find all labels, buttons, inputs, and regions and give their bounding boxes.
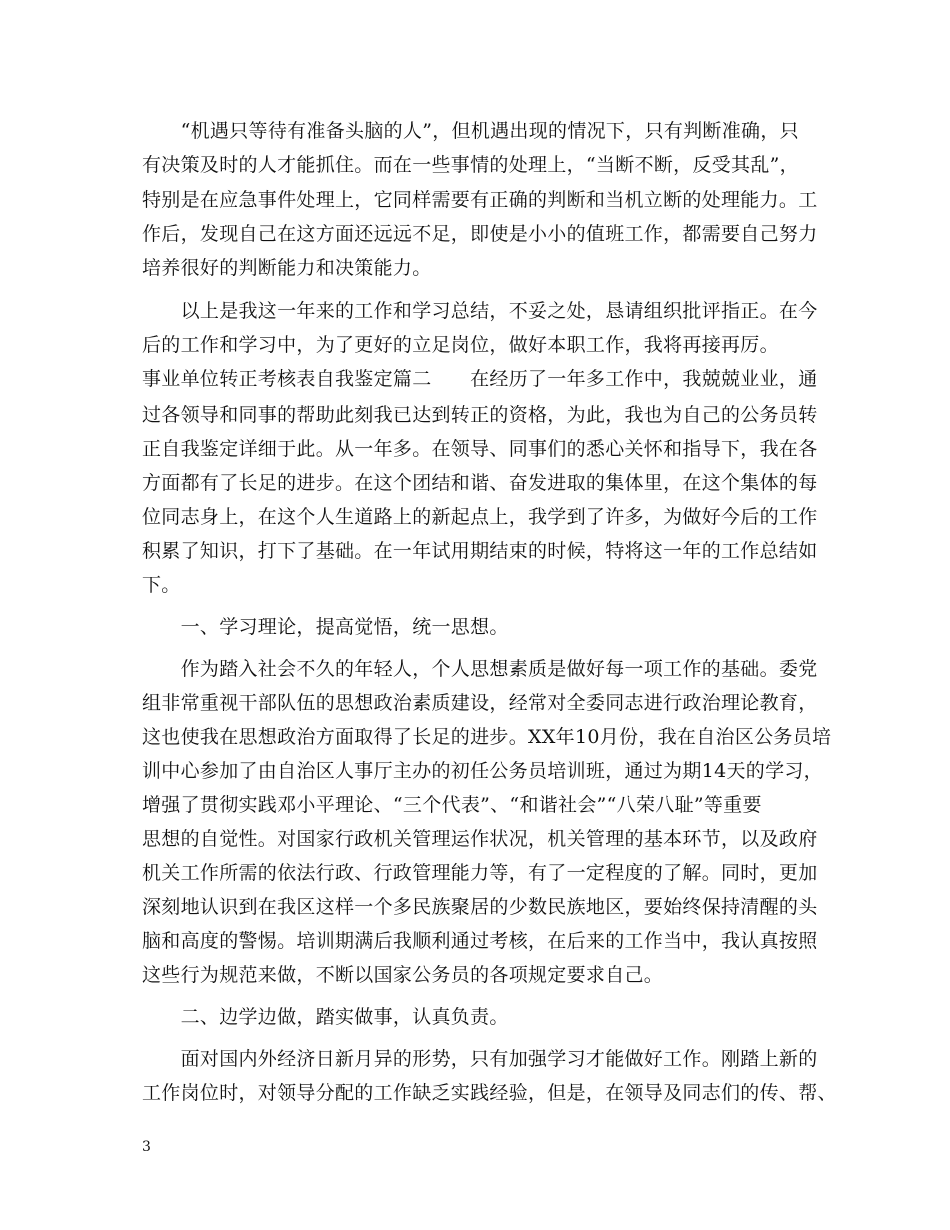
text-line: 有决策及时的人才能抓住。而在一些事情的处理上，“当断不断，反受其乱”，: [142, 154, 799, 176]
text-line: 正自我鉴定详细于此。从一年多。在领导、同事们的悉心关怀和指导下，我在各: [142, 438, 818, 460]
text-line: 这些行为规范来做，不断以国家公务员的各项规定要求自己。: [142, 964, 664, 986]
text-line: 深刻地认识到在我区这样一个多民族聚居的少数民族地区，要始终保持清醒的头: [142, 896, 818, 918]
text-line: 后的工作和学习中，为了更好的立足岗位，做好本职工作，我将再接再厉。: [142, 334, 779, 356]
text-line: 培养很好的判断能力和决策能力。: [142, 257, 432, 279]
text-line: 位同志身上，在这个人生道路上的新起点上，我学到了许多，为做好今后的工作: [142, 506, 818, 528]
text-line: 事业单位转正考核表自我鉴定篇二 在经历了一年多工作中，我兢兢业业，通: [142, 368, 818, 390]
section-heading: 一、学习理论，提高觉悟，统一思想。: [142, 616, 509, 638]
text-line: 以上是我这一年来的工作和学习总结，不妥之处，恳请组织批评指正。在今: [142, 300, 818, 322]
text-line: 这也使我在思想政治方面取得了长足的进步。XX年10月份，我在自治区公务员培: [142, 726, 832, 748]
text-line: 作后，发现自己在这方面还远远不足，即使是小小的值班工作，都需要自己努力: [142, 223, 818, 245]
text-line: “机遇只等待有准备头脑的人”，但机遇出现的情况下，只有判断准确，只: [142, 120, 799, 142]
text-line: 下。: [142, 574, 181, 596]
text-line: 面对国内外经济日新月异的形势，只有加强学习才能做好工作。刚踏上新的: [142, 1048, 818, 1070]
text-line: 思想的自觉性。对国家行政机关管理运作状况，机关管理的基本环节，以及政府: [142, 828, 818, 850]
section-heading: 二、边学边做，踏实做事，认真负责。: [142, 1006, 509, 1028]
text-line: 脑和高度的警惕。培训期满后我顺利通过考核，在后来的工作当中，我认真按照: [142, 930, 818, 952]
text-line: 机关工作所需的依法行政、行政管理能力等，有了一定程度的了解。同时，更加: [142, 862, 818, 884]
text-line: 增强了贯彻实践邓小平理论、“三个代表”、“和谐社会”“八荣八耻”等重要: [142, 794, 762, 816]
text-line: 过各领导和同事的帮助此刻我已达到转正的资格，为此，我也为自己的公务员转: [142, 404, 818, 426]
text-line: 工作岗位时，对领导分配的工作缺乏实践经验，但是，在领导及同志们的传、帮、: [142, 1082, 837, 1104]
text-line: 方面都有了长足的进步。在这个团结和谐、奋发进取的集体里，在这个集体的每: [142, 472, 818, 494]
text-line: 作为踏入社会不久的年轻人，个人思想素质是做好每一项工作的基础。委党: [142, 658, 818, 680]
text-line: 训中心参加了由自治区人事厅主办的初任公务员培训班，通过为期14天的学习，: [142, 760, 823, 782]
text-line: 积累了知识，打下了基础。在一年试用期结束的时候，特将这一年的工作总结如: [142, 540, 818, 562]
page-number: 3: [142, 1139, 151, 1155]
text-line: 组非常重视干部队伍的思想政治素质建设，经常对全委同志进行政治理论教育，: [142, 692, 818, 714]
text-line: 特别是在应急事件处理上，它同样需要有正确的判断和当机立断的处理能力。工: [142, 189, 818, 211]
